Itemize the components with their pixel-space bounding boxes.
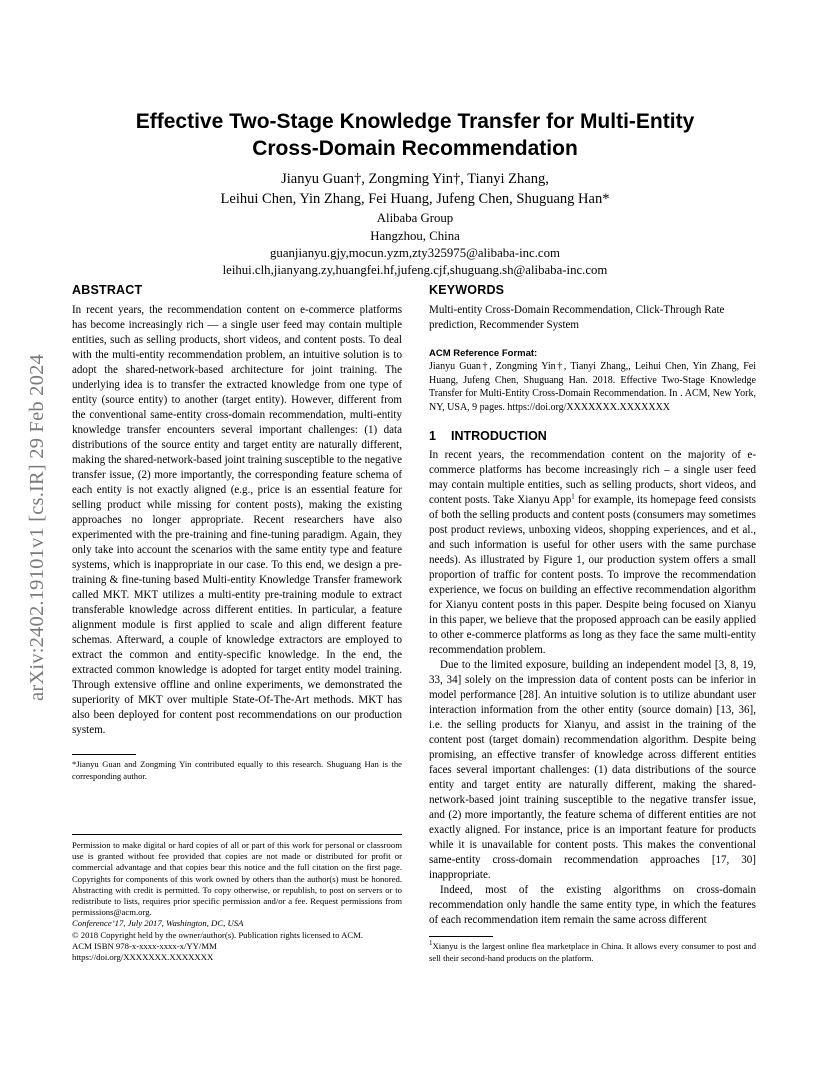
keywords-text: Multi-entity Cross-Domain Recommendation, Click-Through Rate prediction, Recommender System — [429, 304, 725, 331]
abstract-text: In recent years, the recommendation content on e-commerce platforms has become increasingly rich — a single user feed may contain multiple entities, such as selling products, short videos, and content posts. To deal with the multi-entity recommendation problem, an intuitive solution is to adopt the shared-network-based architecture for joint training. The underlying idea is to transfer the extracted knowledge from one type of entity (source entity) to another (target entity). However, different from the conventional same-entity cross-domain recommendation, multi-entity knowledge transfer encounters several important challenges: (1) data distributions of the source entity and target entity are naturally different, making the shared-network-based joint training susceptible to the negative transfer issue, (2) more importantly, the corresponding feature schema of each entity is not exactly aligned (e.g., price is an essential feature for selling product while missing for content posts), making the existing approaches no longer appropriate. Recent researchers have also experimented with the pre-training and fine-tuning paradigm. Again, they only take into account the scenarios with the same entity type and feature systems, which is inappropriate in our case. To this end, we design a pre-training & fine-tuning based Multi-entity Knowledge Transfer framework called MKT. MKT utilizes a multi-entity pre-training module to extract transferable knowledge across different entities. In particular, a feature alignment module is first applied to scale and align different feature schemas. Afterward, a couple of knowledge extractors are employed to extract the common and entity-specific knowledge. In the end, the extracted common knowledge is adopted for target entity model training. Through extensive offline and online experiments, we demonstrated the superiority of MKT over multiple State-Of-The-Art methods. MKT has also been deployed for content post recommendations on our production system. — [72, 304, 402, 736]
xianyu-footnote — [429, 941, 756, 964]
intro-p1-part-b: for example, its homepage feed consists of both the selling products and content posts (consumers may sometimes post product reviews, unboxing videos, shopping experiences, and et al., and such information is useful for other users with the same purchase needs). As illustrated by Figure 1, our production system offers a small proportion of traffic for content posts. To improve the recommendation experience, we focus on building an effective recommendation algorithm for Xianyu content posts in this paper. Despite being focused on Xianyu in this paper, we believe that the proposed approach can be easily applied to other e-commerce platforms as long as they face the same multi-entity recommendation problem. — [429, 494, 756, 656]
email-line-1: guanjianyu.gjy,mocun.yzm,zty325975@alibaba-inc.com — [270, 246, 560, 260]
xianyu-footnote-mark: 1 — [429, 939, 433, 948]
location: Hangzhou, China — [370, 229, 460, 243]
section-number: 1 — [429, 429, 436, 443]
title-block — [72, 108, 758, 279]
acm-reference-heading: ACM Reference Format: — [429, 348, 538, 359]
section-title: INTRODUCTION — [451, 429, 547, 443]
intro-paragraph-2: Due to the limited exposure, building an independent model [3, 8, 19, 33, 34] solely on the impression data of content posts can be inferior in model performance [28]. An intuitive solution is to utilize abundant user interaction information from the other entity (source domain) [13, 36], i.e. the selling products for Xianyu, and assist in the training of the content post (target domain) recommendation algorithm. Despite being promising, an effective transfer of knowledge across different entities faces several important challenges: (1) data distributions of the source entity and target entity are naturally different, making the shared-network-based joint training susceptible to the negative transfer issue, and (2) more importantly, the feature schema of different entities are not exactly aligned. For instance, price is an important feature for products while it is unavailable for content posts. This makes the conventional same-entity cross-domain recommendation approaches [17, 30] inappropriate. — [429, 659, 756, 881]
author-footnote: *Jianyu Guan and Zongming Yin contributed equally to this research. Shuguang Han is the corresponding author. — [72, 759, 402, 781]
introduction-heading — [429, 428, 756, 444]
intro-paragraph-3: Indeed, most of the existing algorithms on cross-domain recommendation only handle the same entity type, in which the features of each recommendation item remain the same across different — [429, 884, 756, 926]
permission-block — [72, 834, 402, 963]
doi-line: https://doi.org/XXXXXXX.XXXXXXX — [72, 952, 214, 963]
intro-paragraph-1 — [429, 448, 756, 658]
keywords-heading: KEYWORDS — [429, 283, 505, 297]
abstract-heading: ABSTRACT — [72, 283, 143, 297]
arxiv-stamp — [24, 288, 50, 766]
affiliation: Alibaba Group — [376, 211, 454, 225]
footnote-rule — [72, 754, 136, 755]
isbn-line: ACM ISBN 978-x-xxxx-xxxx-x/YY/MM — [72, 940, 217, 951]
right-column — [429, 282, 756, 964]
authors-line-2: Leihui Chen, Yin Zhang, Fei Huang, Jufeng Chen, Shuguang Han* — [220, 191, 610, 207]
copyright-line: © 2018 Copyright held by the owner/author(s). Publication rights licensed to ACM. — [72, 929, 364, 940]
authors-line-1: Jianyu Guan†, Zongming Yin†, Tianyi Zhang, — [281, 171, 549, 187]
conference-line: Conference’17, July 2017, Washington, DC, USA — [72, 918, 244, 929]
permission-text: Permission to make digital or hard copies of all or part of this work for personal or classroom use is granted without fee provided that copies are not made or distributed for profit or commercial advantage and that copies bear this notice and the full citation on the first page. Copyrights for components of this work owned by others than the author(s) must be honored. Abstracting with credit is permitted. To copy otherwise, or republish, to post on servers or to redistribute to lists, requires prior specific permission and/or a fee. Request permissions from permissions@acm.org. — [72, 840, 402, 918]
email-line-2: leihui.clh,jianyang.zy,huangfei.hf,jufeng.cjf,shuguang.sh@alibaba-inc.com — [222, 263, 608, 277]
xianyu-footnote-rule — [429, 936, 493, 937]
acm-reference-text: Jianyu Guan†, Zongming Yin†, Tianyi Zhang,, Leihui Chen, Yin Zhang, Fei Huang, Jufeng Chen, Shuguang Han. 2018. Effective Two-Stage Knowledge Transfer for Multi-Entity Cross-Domain Recommendation. In . ACM, New York, NY, USA, 9 pages. https://doi.org/XXXXXXX.XXXXXXX — [429, 361, 756, 413]
title-line-2: Cross-Domain Recommendation — [252, 137, 578, 160]
xianyu-footnote-text: Xianyu is the largest online flea marketplace in China. It allows every consumer to post and sell their second-hand products on the platform. — [429, 941, 756, 963]
left-column — [72, 282, 402, 782]
title-line-1: Effective Two-Stage Knowledge Transfer for Multi-Entity — [135, 110, 695, 133]
footnote-mark: 1 — [571, 492, 575, 501]
intro-p1-part-a: In recent years, the recommendation content on the majority of e-commerce platforms has become increasingly rich – a single user feed may contain multiple entities, such as selling products, short videos, and content posts. Take Xianyu App — [429, 449, 756, 506]
authors — [72, 169, 758, 209]
permission-rule — [72, 834, 402, 835]
paper-title — [72, 108, 758, 162]
arxiv-id: arXiv:2402.19101v1 [cs.IR] 29 Feb 2024 — [25, 353, 48, 701]
